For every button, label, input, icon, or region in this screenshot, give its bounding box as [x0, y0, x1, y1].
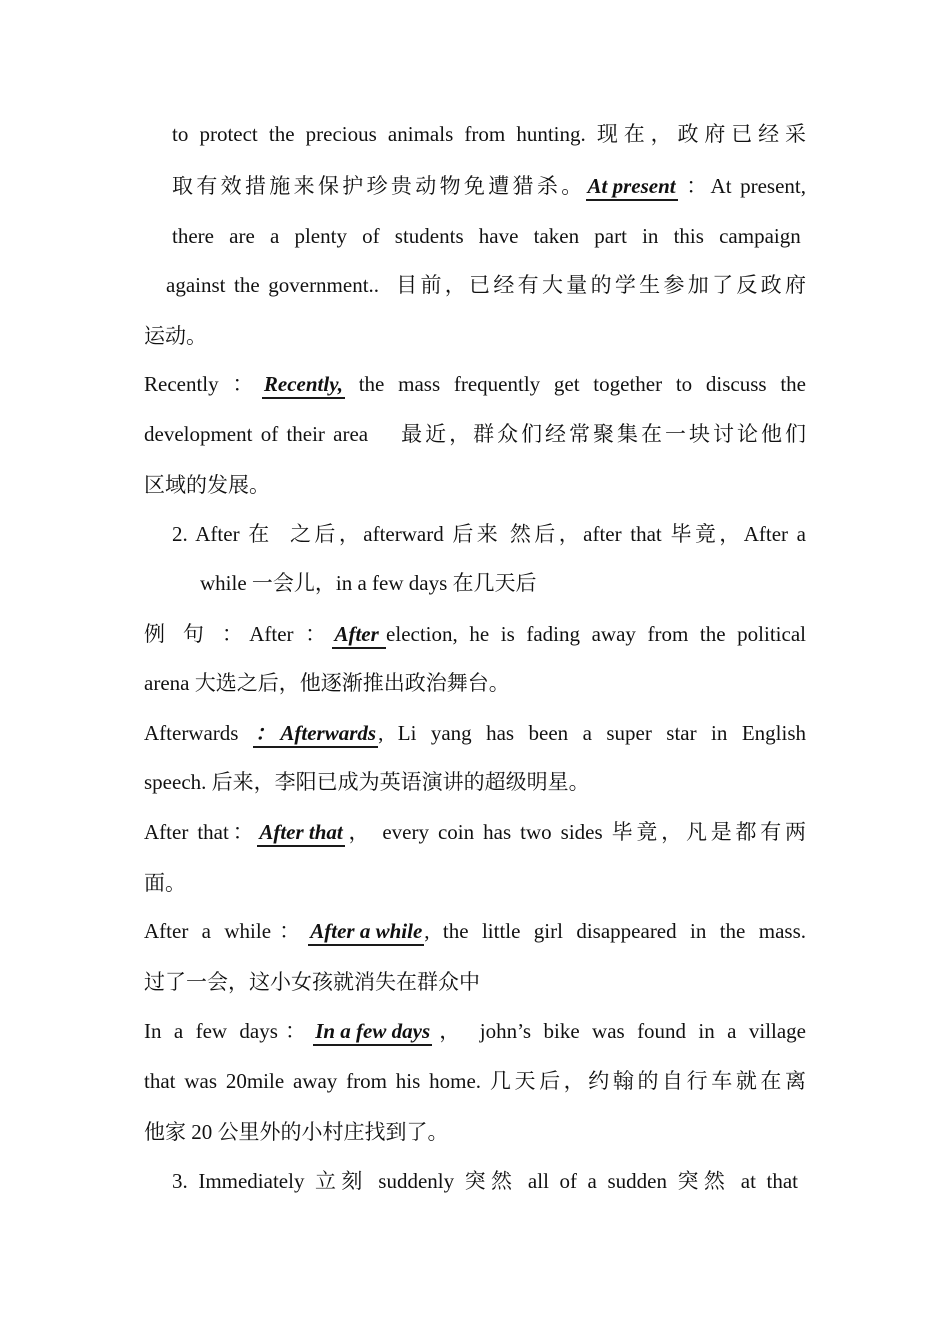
keyword-underlined: After that [257, 820, 344, 847]
list-item-2: 2. After 在 之后，afterward 后来 然后，after that 毕竟，After a [172, 522, 806, 546]
text-line: speech. 后来，李阳已成为英语演讲的超级明星。 [144, 770, 590, 794]
text-line: to protect the precious animals from hunting. 现在，政府已经采 [172, 122, 806, 146]
keyword-underlined: After a while [308, 919, 424, 946]
keyword-underlined: At present [586, 174, 678, 201]
text-line: Afterwards ： Afterwards, Li yang has been a super star in English [144, 719, 806, 748]
text-line: 例 句 ：After ：After election, he is fading away from the political [144, 620, 806, 649]
text-line: development of their area 最近，群众们经常聚集在一块讨论他们 [144, 422, 806, 446]
text-line: that was 20mile away from his home. 几天后，约翰的自行车就在离 [144, 1069, 806, 1093]
text-line: 面。 [144, 871, 186, 895]
text-line: In a few days：In a few days， john’s bike was found in a village [144, 1017, 806, 1046]
keyword-underlined: In a few days [313, 1019, 432, 1046]
text-line: 区域的发展。 [144, 473, 270, 497]
keyword-underlined: ： Afterwards [253, 721, 378, 748]
text-line: After that：After that， every coin has two sides 毕竟，凡是都有两 [144, 818, 806, 847]
list-item-3: 3. Immediately 立刻 suddenly 突然 all of a sudden 突然 at that [172, 1169, 798, 1193]
text-line: while 一会儿，in a few days 在几天后 [200, 571, 537, 595]
text-line: arena 大选之后，他逐渐推出政治舞台。 [144, 671, 510, 695]
text-line: 他家 20 公里外的小村庄找到了。 [144, 1120, 449, 1144]
text-line: Recently ：Recently, the mass frequently get together to discuss the [144, 370, 806, 399]
text-line: against the government.. 目前，已经有大量的学生参加了反政府 [166, 273, 806, 297]
text-line: 取有效措施来保护珍贵动物免遭猎杀。At present ：At present, [172, 172, 806, 201]
text-line: 过了一会，这小女孩就消失在群众中 [144, 970, 480, 994]
text-line: After a while：After a while, the little girl disappeared in the mass. [144, 917, 806, 946]
text-line: there are a plenty of students have taken part in this campaign [172, 224, 806, 248]
keyword-underlined: Recently, [262, 372, 345, 399]
keyword-underlined: After [332, 622, 386, 649]
text-line: 运动。 [144, 324, 207, 348]
